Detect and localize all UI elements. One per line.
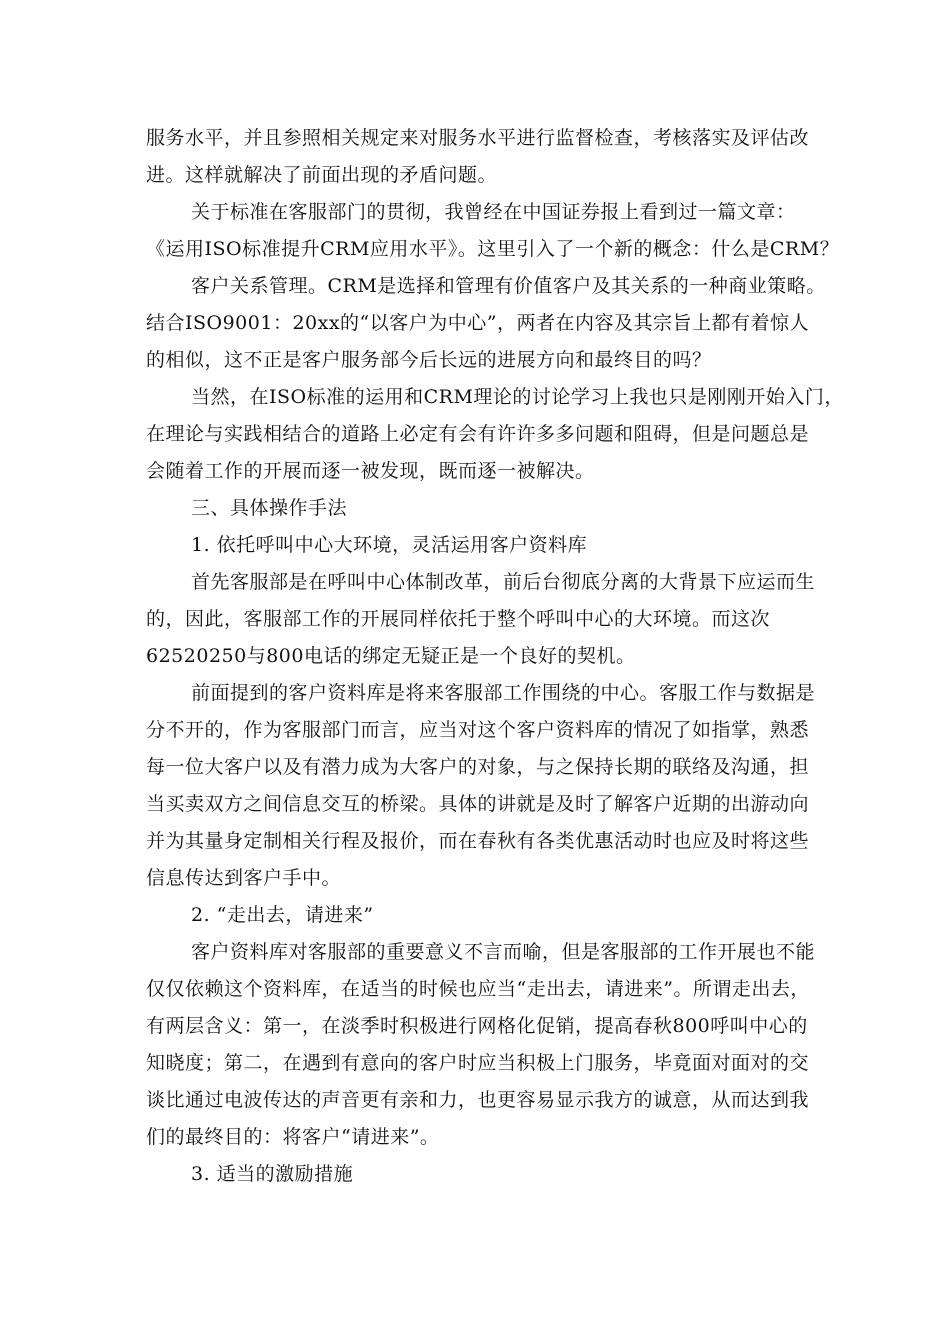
text-line: 3. 适当的激励措施	[191, 1163, 354, 1185]
text-line: 知晓度；第二，在遇到有意向的客户时应当积极上门服务，毕竟面对面对的交	[146, 1052, 810, 1074]
text-line: 们的最终目的：将客户“请进来”。	[146, 1126, 440, 1148]
text-line: 1. 依托呼叫中心大环境，灵活运用客户资料库	[191, 534, 588, 556]
text-line: 62520250与800电话的绑定无疑正是一个良好的契机。	[146, 645, 636, 667]
text-line: 的相似，这不正是客户服务部今后长远的进展方向和最终目的吗？	[146, 349, 712, 371]
text-line: 关于标准在客服部门的贯彻，我曾经在中国证券报上看到过一篇文章：	[191, 201, 796, 223]
text-line: 三、具体操作手法	[191, 497, 348, 519]
text-line: 结合ISO9001：20xx的“以客户为中心”，两者在内容及其宗旨上都有着惊人	[146, 312, 809, 334]
text-line: 并为其量身定制相关行程及报价，而在春秋有各类优惠活动时也应及时将这些	[146, 830, 810, 852]
text-line: 每一位大客户以及有潜力成为大客户的对象，与之保持长期的联络及沟通，担	[146, 756, 810, 778]
text-line: 谈比通过电波传达的声音更有亲和力，也更容易显示我方的诚意，从而达到我	[146, 1089, 810, 1111]
text-line: 首先客服部是在呼叫中心体制改革，前后台彻底分离的大背景下应运而生	[191, 571, 816, 593]
text-line: 会随着工作的开展而逐一被发现，既而逐一被解决。	[146, 460, 595, 482]
text-line: 的，因此，客服部工作的开展同样依托于整个呼叫中心的大环境。而这次	[146, 608, 771, 630]
text-line: 服务水平，并且参照相关规定来对服务水平进行监督检查，考核落实及评估改	[146, 127, 810, 149]
text-line: 有两层含义：第一，在淡季时积极进行网格化促销，提高春秋800呼叫中心的	[146, 1015, 808, 1037]
text-line: 客户资料库对客服部的重要意义不言而喻，但是客服部的工作开展也不能	[191, 941, 816, 963]
text-line: 信息传达到客户手中。	[146, 867, 342, 889]
text-line: 在理论与实践相结合的道路上必定有会有许许多多问题和阻碍，但是问题总是	[146, 423, 810, 445]
text-line: 客户关系管理。CRM是选择和管理有价值客户及其关系的一种商业策略。	[191, 275, 826, 297]
text-line: 《运用ISO标准提升CRM应用水平》。这里引入了一个新的概念：什么是CRM？	[146, 238, 840, 260]
text-line: 当买卖双方之间信息交互的桥梁。具体的讲就是及时了解客户近期的出游动向	[146, 793, 810, 815]
text-line: 2. “走出去，请进来”	[191, 904, 374, 926]
text-line: 分不开的，作为客服部门而言，应当对这个客户资料库的情况了如指掌，熟悉	[146, 719, 810, 741]
text-line: 进。这样就解决了前面出现的矛盾问题。	[146, 164, 498, 186]
text-line: 仅仅依赖这个资料库，在适当的时候也应当“走出去，请进来”。所谓走出去，	[146, 978, 810, 1000]
text-line: 当然，在ISO标准的运用和CRM理论的讨论学习上我也只是刚刚开始入门，	[191, 386, 844, 408]
text-line: 前面提到的客户资料库是将来客服部工作围绕的中心。客服工作与数据是	[191, 682, 816, 704]
document-body	[146, 120, 844, 1193]
